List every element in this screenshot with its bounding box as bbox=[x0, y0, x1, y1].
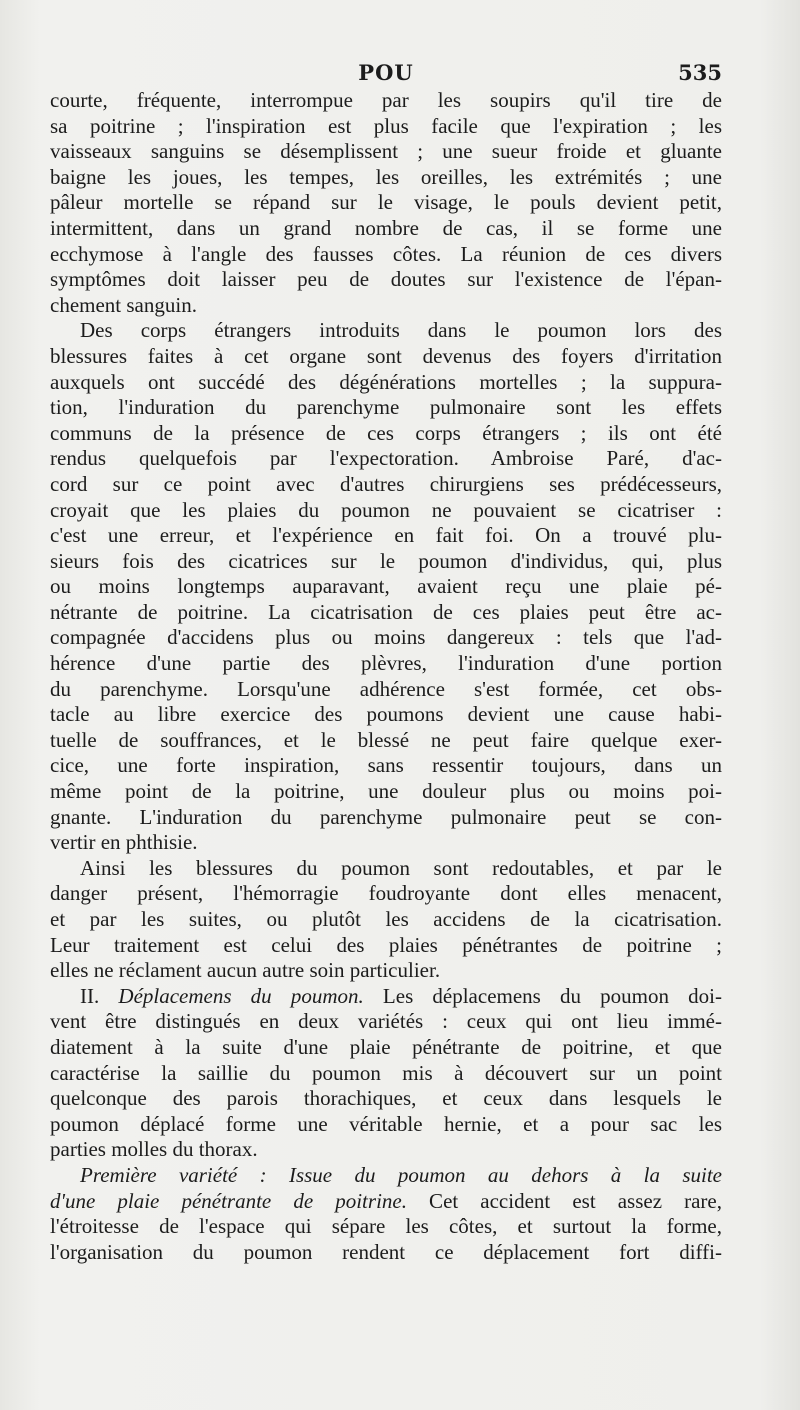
text-line: danger présent, l'hémorragie foudroyante dont elles menacent, bbox=[50, 881, 722, 906]
text-line: Leur traitement est celui des plaies pénétrantes de poitrine ; bbox=[50, 932, 722, 957]
text-line: baigne les joues, les tempes, les oreilles, les extrémités ; une bbox=[50, 164, 722, 189]
text-line: symptômes doit laisser peu de doutes sur l'existence de l'épan- bbox=[50, 267, 722, 292]
text-line: communs de la présence de ces corps étrangers ; ils ont été bbox=[50, 420, 722, 445]
text-line: blessures faites à cet organe sont devenus des foyers d'irritation bbox=[50, 343, 722, 368]
text-line: pâleur mortelle se répand sur le visage, le pouls devient petit, bbox=[50, 190, 722, 215]
text-line: tacle au libre exercice des poumons devient une cause habi- bbox=[50, 702, 722, 727]
text-line: même point de la poitrine, une douleur plus ou moins poi- bbox=[50, 779, 722, 804]
text-line: cord sur ce point avec d'autres chirurgiens ses prédécesseurs, bbox=[50, 471, 722, 496]
section-heading-line bbox=[50, 984, 722, 1010]
paragraph-4 bbox=[50, 984, 722, 1163]
text-line: ecchymose à l'angle des fausses côtes. La réunion de ces divers bbox=[50, 241, 722, 266]
text-run: Les déplacemens du poumon doi- bbox=[363, 983, 722, 1008]
text-line: tion, l'induration du parenchyme pulmonaire sont les effets bbox=[50, 395, 722, 420]
text-line: caractérise la saillie du poumon mis à découvert sur un point bbox=[50, 1060, 722, 1085]
text-line: diatement à la suite d'une plaie pénétrante de poitrine, et que bbox=[50, 1034, 722, 1059]
running-head bbox=[50, 58, 722, 88]
text-line: tuelle de souffrances, et le blessé ne peut faire quelque exer- bbox=[50, 727, 722, 752]
text-line: gnante. L'induration du parenchyme pulmonaire peut se con- bbox=[50, 804, 722, 829]
text-line: vertir en phthisie. bbox=[50, 830, 198, 855]
text-line: vaisseaux sanguins se désemplissent ; une sueur froide et gluante bbox=[50, 139, 722, 164]
text-line: l'étroitesse de l'espace qui sépare les côtes, et surtout la forme, bbox=[50, 1214, 722, 1239]
text-line: c'est une erreur, et l'expérience en fait foi. On a trouvé plu- bbox=[50, 523, 722, 548]
text-run: Cet accident est assez rare, bbox=[406, 1188, 722, 1213]
text-line: sa poitrine ; l'inspiration est plus facile que l'expiration ; les bbox=[50, 113, 722, 138]
paragraph-3 bbox=[50, 856, 722, 984]
text-line: parties molles du thorax. bbox=[50, 1137, 258, 1162]
paragraph-5 bbox=[50, 1163, 722, 1265]
text-line: hérence d'une partie des plèvres, l'induration d'une portion bbox=[50, 651, 722, 676]
text-line: Des corps étrangers introduits dans le poumon lors des bbox=[80, 318, 722, 343]
text-line: Ainsi les blessures du poumon sont redoutables, et par le bbox=[80, 855, 722, 880]
body-text bbox=[50, 88, 722, 1265]
text-line: courte, fréquente, interrompue par les soupirs qu'il tire de bbox=[50, 88, 722, 112]
subsection-title-end: d'une plaie pénétrante de poitrine. bbox=[50, 1188, 407, 1213]
text-line: croyait que les plaies du poumon ne pouvaient se cicatriser : bbox=[50, 497, 722, 522]
text-line: cice, une forte inspiration, sans ressentir toujours, dans un bbox=[50, 753, 722, 778]
text-line: du parenchyme. Lorsqu'une adhérence s'est formée, cet obs- bbox=[50, 676, 722, 701]
paragraph-1 bbox=[50, 88, 722, 318]
text-line: chement sanguin. bbox=[50, 292, 197, 317]
subsection-heading-line: Première variété : Issue du poumon au dehors à la suite bbox=[80, 1162, 722, 1187]
text-line: intermittent, dans un grand nombre de cas, il se forme une bbox=[50, 215, 722, 240]
running-title: POU bbox=[358, 60, 414, 85]
text-line: sieurs fois des cicatrices sur le poumon d'individus, qui, plus bbox=[50, 548, 722, 573]
text-line: quelconque des parois thorachiques, et ceux dans lesquels le bbox=[50, 1086, 722, 1111]
text-line: elles ne réclament aucun autre soin particulier. bbox=[50, 958, 441, 983]
text-line: l'organisation du poumon rendent ce déplacement fort diffi- bbox=[50, 1239, 722, 1264]
text-line: poumon déplacé forme une véritable hernie, et a pour sac les bbox=[50, 1111, 722, 1136]
text-line: et par les suites, ou plutôt les accidens de la cicatrisation. bbox=[50, 907, 722, 931]
subsection-heading-line-2 bbox=[50, 1189, 722, 1215]
paragraph-2 bbox=[50, 318, 722, 855]
text-line: nétrante de poitrine. La cicatrisation de ces plaies peut être ac- bbox=[50, 599, 722, 624]
text-line: auxquels ont succédé des dégénérations mortelles ; la suppura- bbox=[50, 369, 722, 394]
section-title: Déplacemens du poumon. bbox=[118, 983, 364, 1008]
text-line: compagnée d'accidens plus ou moins dangereux : tels que l'ad- bbox=[50, 625, 722, 650]
text-line: ou moins longtemps auparavant, avaient reçu une plaie pé- bbox=[50, 574, 722, 599]
text-line: rendus quelquefois par l'expectoration. Ambroise Paré, d'ac- bbox=[50, 446, 722, 471]
section-number: II. bbox=[80, 983, 119, 1008]
text-line: vent être distingués en deux variétés : ceux qui ont lieu immé- bbox=[50, 1009, 722, 1034]
page-number: 535 bbox=[678, 60, 722, 85]
